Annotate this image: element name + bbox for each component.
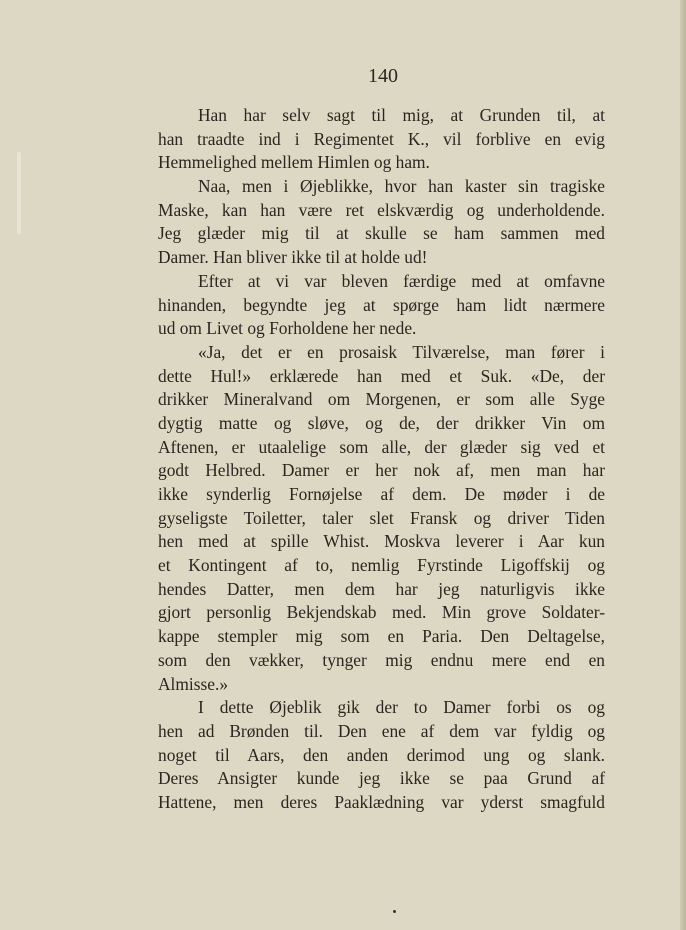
body-text	[158, 104, 605, 815]
page-number: 140	[368, 65, 398, 87]
text-line: Hattene, men deres Paaklædning var yderst smagfuld	[158, 791, 605, 812]
text-line: hinanden, begyndte jeg at spørge ham lidt nærmere	[158, 294, 605, 315]
text-line: hendes Datter, men dem har jeg naturligvis ikke	[158, 578, 605, 599]
text-line: ud om Livet og Forholdene her nede.	[158, 318, 417, 339]
text-line: Deres Ansigter kunde jeg ikke se paa Grund af	[158, 768, 605, 789]
text-line: hen med at spille Whist. Moskva leverer i Aar kun	[158, 531, 605, 552]
text-line: dygtig matte og sløve, og de, der drikker Vin om	[158, 412, 605, 433]
text-line: kappe stempler mig som en Paria. Den Deltagelse,	[158, 626, 605, 647]
text-line: Naa, men i Øjeblikke, hvor han kaster sin tragiske	[198, 176, 605, 197]
text-line: Maske, kan han være ret elskværdig og underholdende.	[158, 199, 605, 220]
text-line: gjort personlig Bekjendskab med. Min grove Soldater-	[158, 602, 605, 623]
text-line: Efter at vi var bleven færdige med at omfavne	[198, 270, 605, 291]
text-line: I dette Øjeblik gik der to Damer forbi os og	[198, 697, 605, 718]
text-line: Aftenen, er utaalelige som alle, der glæder sig ved et	[158, 436, 605, 457]
text-line: godt Helbred. Damer er her nok af, men man har	[158, 460, 605, 481]
text-line: Almisse.»	[158, 673, 229, 694]
text-line: Hemmelighed mellem Himlen og ham.	[158, 152, 430, 173]
text-line: Jeg glæder mig til at skulle se ham sammen med	[158, 223, 605, 244]
text-line: gyseligste Toiletter, taler slet Fransk og driver Tiden	[158, 507, 605, 528]
text-line: et Kontingent af to, nemlig Fyrstinde Ligoffskij og	[158, 555, 605, 576]
page-edge-shadow	[680, 0, 686, 930]
print-speck	[393, 910, 396, 913]
text-line: drikker Mineralvand om Morgenen, er som alle Syge	[158, 389, 605, 410]
text-line: Han har selv sagt til mig, at Grunden til, at	[198, 105, 605, 125]
page-margin-mark	[17, 152, 21, 234]
text-line: Damer. Han bliver ikke til at holde ud!	[158, 247, 428, 268]
text-line: han traadte ind i Regimentet K., vil forblive en evig	[158, 128, 605, 149]
text-line: noget til Aars, den anden derimod ung og slank.	[158, 744, 605, 765]
text-line: «Ja, det er en prosaisk Tilværelse, man fører i	[198, 341, 605, 362]
text-line: ikke synderlig Fornøjelse af dem. De møder i de	[158, 484, 605, 504]
text-line: hen ad Brønden til. Den ene af dem var fyldig og	[158, 720, 605, 741]
text-line: dette Hul!» erklærede han med et Suk. «De, der	[158, 365, 605, 386]
text-line: som den vækker, tynger mig endnu mere end en	[158, 649, 605, 670]
